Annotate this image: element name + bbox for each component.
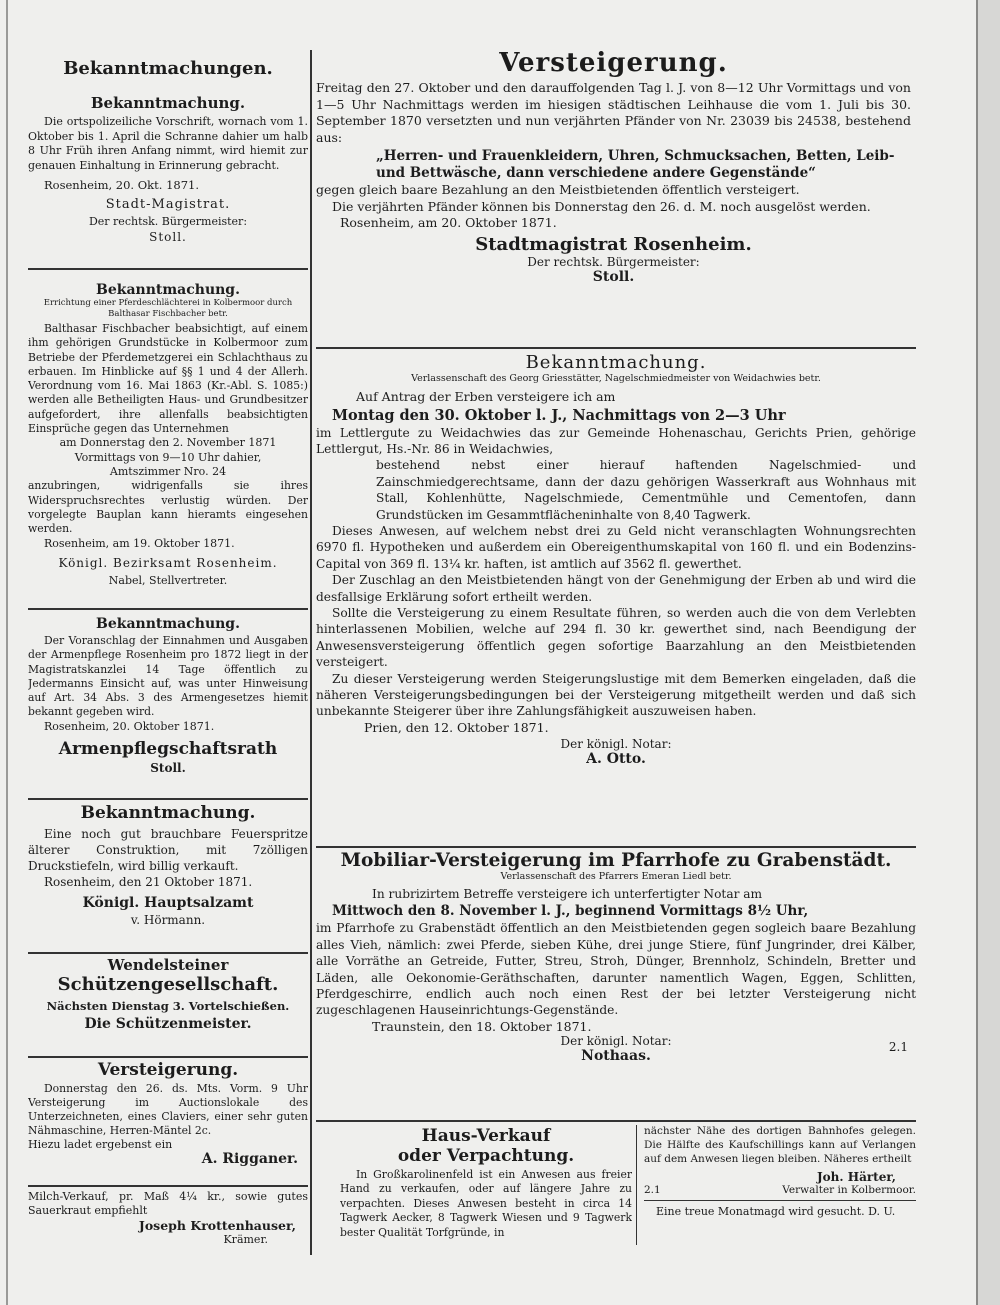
divider: [316, 347, 916, 349]
auction-3-mark: 2.1: [888, 1039, 908, 1054]
auction-2-title: Bekanntmachung.: [525, 352, 707, 373]
notice-7-body: Milch-Verkauf, pr. Maß 4¼ kr., sowie gutes Sauerkraut empfiehlt: [28, 1190, 308, 1217]
notice-5-body: Nächsten Dienstag 3. Vortelschießen.: [46, 999, 290, 1013]
auction-2-date: Montag den 30. Oktober l. J., Nachmittags von 2—3 Uhr: [332, 406, 786, 424]
auction-2-body6: Zu dieser Versteigerung werden Steigerungslustige mit dem Bemerken eingeladen, daß die näheren Versteigerungsbedingungen bei der Versteigerung mitgetheilt werden und daß sich unbekannte Steigerer über ihre Zahlungsfähigkeit auszuweisen haben.: [316, 671, 916, 719]
notice-5-title1: Wendelsteiner: [107, 956, 229, 974]
notice-2-body: Balthasar Fischbacher beabsichtigt, auf einem ihm gehörigen Grundstücke in Kolbermoor zum Betriebe der Pferdemetzgerei ein Schlachthaus zu erbauen. Im Hinblicke auf §§ 1 und 4 der Allerh. Verordnung vom 16. Mai 1863 (Kr.-Abl. S. 1085:) werden alle Betheiligten Haus- und Grundbesitzer aufgefordert, ihre allenfalls beabsichtigten Einsprüche gegen das Unternehmen: [28, 322, 308, 436]
column-divider-small: [636, 1125, 637, 1245]
house-sale-title2: oder Verpachtung.: [397, 1146, 575, 1166]
divider: [28, 268, 308, 270]
notice-3: [28, 616, 308, 796]
section-header: [28, 58, 308, 88]
auction-2-place: Prien, den 12. Oktober 1871.: [364, 719, 549, 735]
divider: [316, 1120, 916, 1122]
notice-4-authority: Königl. Hauptsalzamt: [82, 895, 254, 911]
divider: [28, 1056, 308, 1058]
classified-ad: Eine treue Monatmagd wird gesucht. D. U.: [656, 1205, 896, 1218]
notice-1-body: Die ortspolizeiliche Vorschrift, wornach vom 1. Oktober bis 1. April die Schranne dahier um halb 8 Uhr Früh ihren Anfang nimmt, wird hiemit zur genauen Einhaltung in Erinnerung gebracht.: [28, 115, 308, 172]
auction-1-place: Rosenheim, am 20. Oktober 1871.: [340, 215, 557, 230]
auction-2-body2: bestehend nebst einer hierauf haftenden Nagelschmied- und Zainschmiedgerechtsame, dann der dazu gehörigen Wasserkraft aus Wohnhaus mit Stall, Kohlenhütte, Nagelschmiede, Cementmühle und Cementofen, dann Grundstücken im Gesammtflächeninhalte von 8,40 Tagwerk.: [376, 458, 916, 522]
auction-3-body: im Pfarrhofe zu Grabenstädt öffentlich an den Meistbietenden gegen sogleich baare Bezahlung alles Vieh, nämlich: zwei Pferde, sieben Kühe, drei junge Stiere, fünf Jungrinder, drei Kälber, alle Vorräthe an Getreide, Futter, Streu, Stroh, Dünger, Brennholz, Schindeln, Bretter und Läden, alle Oekonomie-Geräthschaften, darunter namentlich Wagen, Eggen, Schlitten, Pferdgeschirre, endlich auch noch einen Rest der bei letzter Versteigerung nicht zugeschlagenen Hauseinrichtungs-Gegenstände.: [316, 921, 916, 1018]
house-sale: [340, 1126, 632, 1250]
notice-7-role: Krämer.: [223, 1233, 268, 1246]
notice-5-title2: Schützengesellschaft.: [57, 974, 279, 995]
notice-2-date1: am Donnerstag den 2. November 1871: [59, 436, 277, 450]
divider: [316, 846, 916, 848]
auction-1-role: Der rechtsk. Bürgermeister:: [527, 255, 700, 269]
section-header-text: Bekanntmachungen.: [63, 58, 273, 79]
notice-3-name: Stoll.: [150, 760, 186, 775]
auction-2-body5: Sollte die Versteigerung zu einem Resultate führen, so werden auch die von dem Verlebten hinterlassenen Mobilien, welche auf 294 fl. 30 kr. gewerthet sind, nach Beendigung der Anwesensversteigerung öffentlich gegen sofortige Baarzahlung an den Meistbietenden versteigert.: [316, 605, 916, 670]
auction-2-body1: im Lettlergute zu Weidachwies das zur Gemeinde Hohenaschau, Gerichts Prien, gehörige Lettlergut, Hs.-Nr. 86 in Weidachwies,: [316, 425, 916, 456]
auction-1-line3: Die verjährten Pfänder können bis Donnerstag den 26. d. M. noch ausgelöst werden.: [332, 198, 871, 214]
auction-3: [316, 850, 916, 1120]
auction-3-title: Mobiliar-Versteigerung im Pfarrhofe zu Grabenstädt.: [340, 850, 892, 871]
notice-3-place: Rosenheim, 20. Oktober 1871.: [44, 719, 215, 733]
notice-2-date2: Vormittags von 9—10 Uhr dahier,: [74, 450, 262, 464]
auction-1-title: Versteigerung.: [499, 48, 728, 78]
house-sale-role: Verwalter in Kolbermoor.: [782, 1184, 916, 1196]
auction-3-name: Nothaas.: [581, 1047, 651, 1064]
notice-1-name: Stoll.: [149, 230, 187, 244]
notice-6-invite: Hiezu ladet ergebenst ein: [28, 1138, 173, 1151]
notice-3-body: Der Voranschlag der Einnahmen und Ausgaben der Armenpflege Rosenheim pro 1872 liegt in der Magistratskanzlei 14 Tage öffentlich zu Jedermanns Einsicht auf, was unter Hinweisung auf Art. 34 Abs. 3 des Armengesetzes hiemit bekannt gegeben wird.: [28, 634, 308, 719]
notice-1: [28, 94, 308, 262]
notice-2-title: Bekanntmachung.: [96, 282, 240, 298]
notice-2-name: Nabel, Stellvertreter.: [108, 574, 228, 588]
auction-2-name: A. Otto.: [586, 750, 646, 767]
house-sale-name: Joh. Härter,: [816, 1170, 896, 1184]
notice-2-date3: Amtszimmer Nro. 24: [109, 464, 227, 478]
auction-2: [316, 352, 916, 844]
notice-2-authority: Königl. Bezirksamt Rosenheim.: [58, 556, 278, 571]
notice-6-body: Donnerstag den 26. ds. Mts. Vorm. 9 Uhr Versteigerung im Auctionslokale des Unterzeichneten, eines Claviers, einer sehr guten Nähmaschine, Herren-Mäntel 2c.: [28, 1082, 308, 1137]
divider: [28, 952, 308, 954]
divider: [28, 608, 308, 610]
notice-3-authority: Armenpflegschaftsrath: [58, 738, 278, 759]
notice-5-name: Die Schützenmeister.: [84, 1016, 252, 1032]
auction-3-role: Der königl. Notar:: [560, 1033, 672, 1048]
house-sale-mark: 2.1: [644, 1184, 661, 1196]
auction-3-lead: In rubrizirtem Betreffe versteigere ich unterfertigter Notar am: [372, 887, 763, 901]
notice-1-role: Der rechtsk. Bürgermeister:: [88, 215, 248, 228]
auction-2-body4: Der Zuschlag an den Meistbietenden hängt von der Genehmigung der Erben ab und wird die desfallsige Erklärung sofort ertheilt werden.: [316, 573, 916, 604]
auction-2-body3: Dieses Anwesen, auf welchem nebst drei zu Geld nicht veranschlagten Wohnungsrechten 6970 fl. Hypotheken und außerdem ein Obereigenthumskapital von 160 fl. und ein Bodenzins-Capital von 369 fl. 13¼ kr. haften, ist amtlich auf 3562 fl. gewerthet.: [316, 523, 916, 571]
notice-4-body: Eine noch gut brauchbare Feuerspritze älterer Construktion, mit 7zölligen Druckstiefeln, wird billig verkauft.: [28, 827, 308, 873]
divider: [28, 798, 308, 800]
column-divider: [310, 50, 312, 1255]
notice-7-name: Joseph Krottenhauser,: [138, 1218, 296, 1233]
divider: [644, 1200, 916, 1201]
auction-1-line1: Freitag den 27. Oktober und den darauffolgenden Tag l. J. von 8—12 Uhr Vormittags und von 1—5 Uhr Nachmittags werden im hiesigen städtischen Leihhause die vom 1. Juli bis 30. September 1870 versetzten und nun verjährten Pfänder von Nr. 23039 bis 24538, bestehend aus:: [316, 80, 911, 145]
auction-2-subtitle: Verlassenschaft des Georg Griesstätter, Nagelschmiedmeister von Weidachwies betr.: [411, 373, 821, 384]
notice-3-title: Bekanntmachung.: [96, 616, 240, 632]
auction-1-line2: gegen gleich baare Bezahlung an den Meistbietenden öffentlich versteigert.: [316, 182, 800, 197]
notice-7: [28, 1190, 308, 1254]
page-edge-left: [6, 0, 8, 1305]
auction-3-subtitle: Verlassenschaft des Pfarrers Emeran Liedl betr.: [500, 871, 732, 882]
auction-3-date: Mittwoch den 8. November l. J., beginnend Vormittags 8½ Uhr,: [332, 903, 809, 920]
house-sale-cont: [644, 1124, 916, 1254]
auction-1-authority: Stadtmagistrat Rosenheim.: [475, 234, 752, 255]
notice-1-place: Rosenheim, 20. Okt. 1871.: [44, 178, 199, 192]
notice-2-place: Rosenheim, am 19. Oktober 1871.: [44, 537, 235, 551]
house-sale-cont-text: nächster Nähe des dortigen Bahnhofes gelegen. Die Hälfte des Kaufschillings kann auf Verlangen auf dem Anwesen liegen bleiben. Näheres ertheilt: [644, 1125, 916, 1165]
notice-1-title: Bekanntmachung.: [90, 94, 246, 112]
house-sale-body: In Großkarolinenfeld ist ein Anwesen aus freier Hand zu verkaufen, oder auf längere Jahre zu verpachten. Dieses Anwesen besteht in circa 14 Tagwerk Aecker, 8 Tagwerk Wiesen und 9 Tagwerk bester Qualität Torfgründe, in: [340, 1168, 632, 1239]
page-edge-right: [976, 0, 1000, 1305]
notice-4-name: v. Hörmann.: [130, 913, 206, 927]
notice-2-subtitle: Errichtung einer Pferdeschlächterei in Kolbermoor durch Balthasar Fischbacher betr.: [43, 298, 293, 319]
notice-2: [28, 282, 308, 604]
notice-4-place: Rosenheim, den 21 Oktober 1871.: [44, 875, 253, 889]
auction-2-role: Der königl. Notar:: [560, 736, 672, 751]
auction-1: [316, 48, 911, 344]
auction-3-place: Traunstein, den 18. Oktober 1871.: [372, 1018, 592, 1034]
notice-2-body2: anzubringen, widrigenfalls sie ihres Widerspruchsrechtes verlustig würden. Der vorgelegte Bauplan kann hieramts eingesehen werden.: [28, 479, 308, 536]
notice-4: [28, 803, 308, 949]
notice-4-title: Bekanntmachung.: [80, 803, 256, 823]
house-sale-title1: Haus-Verkauf: [421, 1126, 551, 1146]
auction-1-name: Stoll.: [592, 269, 635, 285]
divider: [28, 1185, 308, 1187]
auction-2-lead: Auf Antrag der Erben versteigere ich am: [356, 389, 616, 404]
notice-6: [28, 1060, 308, 1184]
auction-1-items: „Herren- und Frauenkleidern, Uhren, Schmucksachen, Betten, Leib- und Bettwäsche, dann verschiedene andere Gegenstände“: [376, 148, 895, 181]
notice-6-name: A. Rigganer.: [201, 1151, 298, 1167]
notice-1-authority: Stadt-Magistrat.: [105, 197, 231, 212]
notice-6-title: Versteigerung.: [97, 1060, 239, 1080]
notice-5: [28, 956, 308, 1052]
